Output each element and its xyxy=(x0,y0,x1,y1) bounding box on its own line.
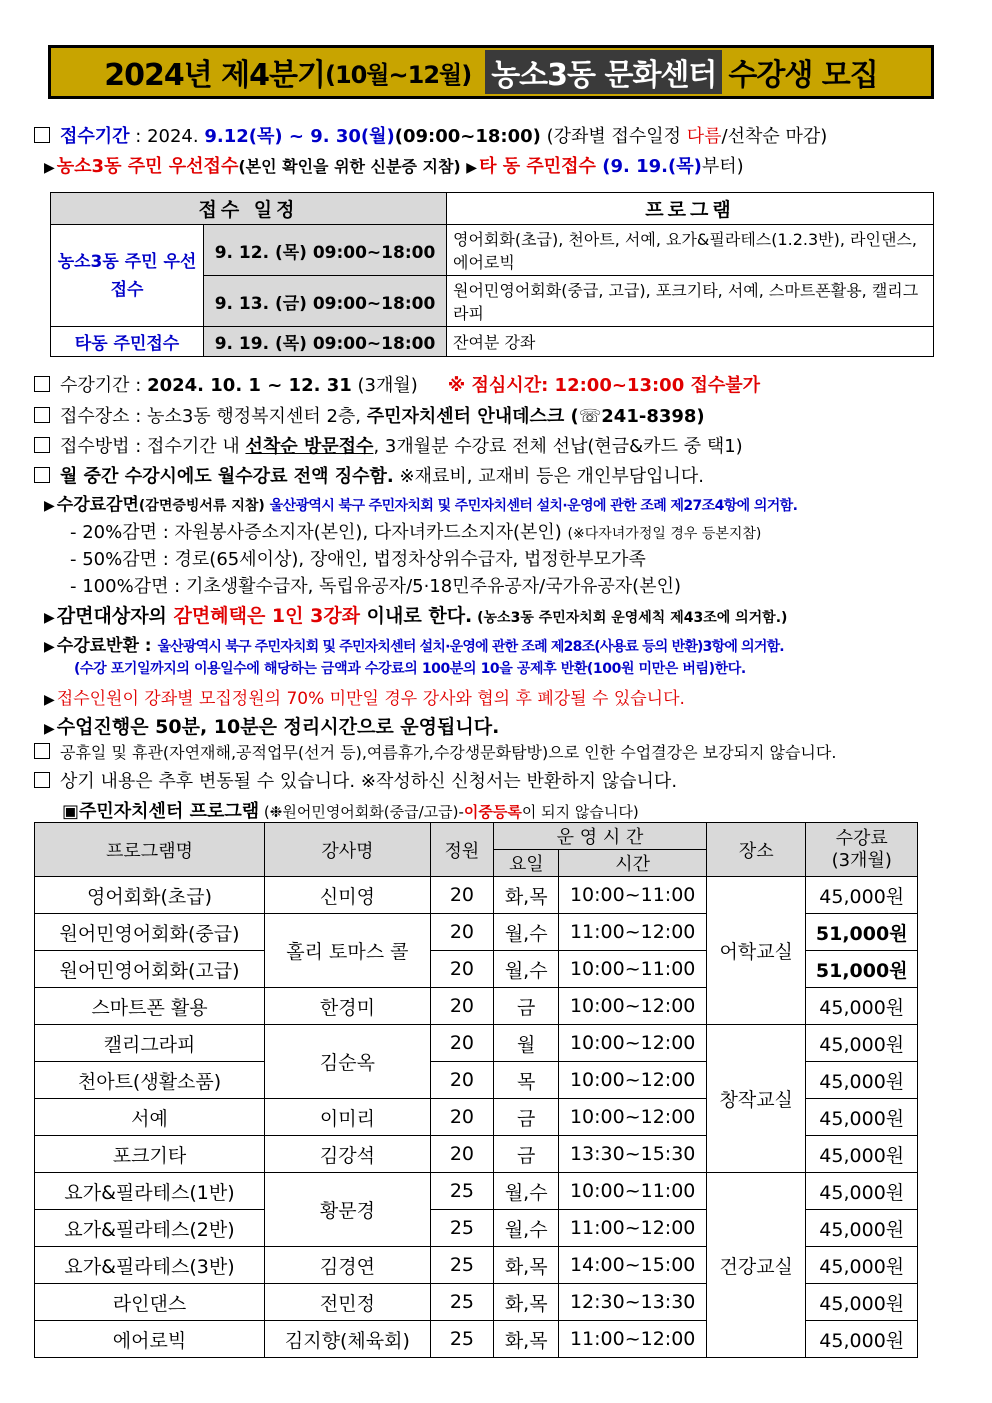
header-schedule: 접수 일정 xyxy=(51,193,447,225)
limit-post: 이내로 한다. xyxy=(360,605,473,627)
cell-capacity: 20 xyxy=(430,1136,493,1173)
cell-day: 화,목 xyxy=(494,1247,559,1284)
checkbox-square-icon xyxy=(34,407,50,423)
cell-day: 화,목 xyxy=(494,1321,559,1358)
class-line xyxy=(44,712,499,739)
reception-dates: 9.12(목) ~ 9. 30(월) xyxy=(204,126,395,147)
header-place: 장소 xyxy=(707,823,806,877)
cell-capacity: 25 xyxy=(430,1321,493,1358)
discount-item-label: - 50%감면 : xyxy=(70,549,175,570)
cell-teacher: 이미리 xyxy=(265,1099,431,1136)
reception-time: (09:00~18:00) xyxy=(394,126,541,147)
other-date: (9. 19.(목) xyxy=(595,156,702,177)
cell-name: 라인댄스 xyxy=(35,1284,265,1321)
reception-colon: : 2024. xyxy=(129,126,205,147)
arrow-right-icon: ▶ xyxy=(44,692,55,708)
checkbox-square-icon xyxy=(34,376,50,392)
cell-teacher: 전민정 xyxy=(265,1284,431,1321)
program-table xyxy=(34,822,918,1358)
schedule-date: 9. 12. (목) 09:00~18:00 xyxy=(204,225,447,276)
method-label: 접수방법 : 접수기간 내 xyxy=(60,436,246,457)
arrow-right-icon: ▶ xyxy=(44,721,55,737)
place-line xyxy=(34,402,705,428)
cell-teacher: 김순옥 xyxy=(265,1025,431,1099)
checkbox-square-icon xyxy=(34,743,50,759)
cell-day: 목 xyxy=(494,1062,559,1099)
cell-fee: 45,000원 xyxy=(806,1136,918,1173)
cell-fee: 45,000원 xyxy=(806,1099,918,1136)
cell-time: 10:00~12:00 xyxy=(559,1099,707,1136)
schedule-program: 원어민영어회화(중급, 고급), 포크기타, 서예, 스마트폰활용, 캘리그라피 xyxy=(447,276,934,327)
period-value: 2024. 10. 1 ~ 12. 31 xyxy=(147,375,352,396)
priority-line xyxy=(44,152,744,178)
cell-time: 14:00~15:00 xyxy=(559,1247,707,1284)
discount-item xyxy=(70,518,761,544)
discount-item-text: 자원봉사증소지자(본인), 다자녀카드소지자(본인) xyxy=(174,522,568,543)
program-note-pre: (❉원어민영어회화(중급/고급)- xyxy=(259,803,464,821)
holiday-line xyxy=(34,740,836,763)
program-note-red: 이중등록 xyxy=(463,803,522,821)
checkbox-square-icon xyxy=(34,467,50,483)
discount-line xyxy=(44,490,797,515)
cell-capacity: 25 xyxy=(430,1173,493,1210)
cell-capacity: 20 xyxy=(430,914,493,951)
refund-label: 수강료반환 : xyxy=(56,636,158,656)
other-post: 부터) xyxy=(701,156,744,177)
cell-day: 월 xyxy=(494,1025,559,1062)
monthly-line xyxy=(34,462,704,488)
refund-line xyxy=(44,631,784,656)
limit-line xyxy=(44,601,787,628)
cell-fee: 45,000원 xyxy=(806,1062,918,1099)
cell-time: 10:00~12:00 xyxy=(559,988,707,1025)
cell-fee: 45,000원 xyxy=(806,1025,918,1062)
cancel-line xyxy=(44,684,685,709)
discount-item-text: 경로(65세이상), 장애인, 법정차상위수급자, 법정한부모가족 xyxy=(174,549,646,570)
change-line xyxy=(34,767,677,793)
cell-name: 캘리그라피 xyxy=(35,1025,265,1062)
method-underline: 선착순 방문접수 xyxy=(245,436,374,457)
cell-capacity: 25 xyxy=(430,1284,493,1321)
reception-label: 접수기간 xyxy=(60,126,130,147)
checkbox-square-icon xyxy=(34,772,50,788)
limit-law: (농소3동 주민자치회 운영세칙 제43조에 의거함.) xyxy=(472,610,788,626)
cell-fee: 45,000원 xyxy=(806,877,918,914)
cell-place: 창작교실 xyxy=(707,1025,806,1173)
discount-item-label: - 20%감면 : xyxy=(70,522,175,543)
cell-teacher: 김지향(체육회) xyxy=(265,1321,431,1358)
cell-name: 포크기타 xyxy=(35,1136,265,1173)
cell-name: 요가&필라테스(1반) xyxy=(35,1173,265,1210)
cell-name: 영어회화(초급) xyxy=(35,877,265,914)
cell-fee: 45,000원 xyxy=(806,1321,918,1358)
cell-day: 월,수 xyxy=(494,1173,559,1210)
table-row xyxy=(35,877,918,914)
title-part3: 농소3동 문화센터 xyxy=(485,50,722,94)
cell-time: 11:00~12:00 xyxy=(559,914,707,951)
cell-place: 건강교실 xyxy=(707,1173,806,1358)
arrow-right-icon: ▶ xyxy=(44,639,55,655)
cell-time: 11:00~12:00 xyxy=(559,1210,707,1247)
discount-item-note: (※다자녀가정일 경우 등본지참) xyxy=(567,526,762,542)
schedule-program: 영어회화(초급), 천아트, 서예, 요가&필라테스(1.2.3반), 라인댄스, 에어로빅 xyxy=(447,225,934,276)
header-program: 프로그램 xyxy=(447,193,934,225)
header-operation: 운 영 시 간 xyxy=(494,823,707,850)
cell-day: 화,목 xyxy=(494,1284,559,1321)
cell-capacity: 25 xyxy=(430,1247,493,1284)
cell-time: 10:00~11:00 xyxy=(559,1173,707,1210)
cell-name: 스마트폰 활용 xyxy=(35,988,265,1025)
table-row xyxy=(35,1173,918,1210)
checkbox-square-icon xyxy=(34,437,50,453)
cell-name: 요가&필라테스(3반) xyxy=(35,1247,265,1284)
page-title xyxy=(48,45,934,99)
discount-small: (감면증빙서류 지참) xyxy=(138,498,270,514)
category-resident: 농소3동 주민 우선 접수 xyxy=(51,225,204,327)
refund-law: 울산광역시 북구 주민자치회 및 주민자치센터 설치·운영에 관한 조례 제28조(사용료 등의 반환)3항에 의거함. xyxy=(157,639,784,655)
cell-teacher: 김경연 xyxy=(265,1247,431,1284)
schedule-table xyxy=(50,192,934,357)
cell-fee: 45,000원 xyxy=(806,1247,918,1284)
monthly-rest: ※재료비, 교재비 등은 개인부담입니다. xyxy=(393,466,704,487)
lunch-note: ※ 점심시간: 12:00~13:00 접수불가 xyxy=(447,375,761,396)
cell-capacity: 20 xyxy=(430,1025,493,1062)
header-time: 시간 xyxy=(559,850,707,877)
header-name: 프로그램명 xyxy=(35,823,265,877)
schedule-program: 잔여분 강좌 xyxy=(447,327,934,357)
header-capacity: 정원 xyxy=(430,823,493,877)
cell-fee: 51,000원 xyxy=(806,914,918,951)
program-title: ▣주민자치센터 프로그램 xyxy=(62,801,260,822)
program-section-title xyxy=(62,797,639,823)
resident-note: (본인 확인을 위한 신분증 지참) xyxy=(238,157,467,176)
cell-day: 월,수 xyxy=(494,951,559,988)
cell-fee: 45,000원 xyxy=(806,988,918,1025)
discount-item xyxy=(70,572,681,598)
limit-red: 감면혜택은 1인 3강좌 xyxy=(173,605,361,627)
arrow-right-icon: ▶ xyxy=(466,160,478,176)
reception-note-post: /선착순 마감) xyxy=(721,126,828,147)
header-fee-label: 수강료 xyxy=(835,827,888,849)
title-part1: 2024년 제4분기 xyxy=(104,58,325,93)
table-row xyxy=(35,1025,918,1062)
cell-capacity: 25 xyxy=(430,1210,493,1247)
cell-teacher: 신미영 xyxy=(265,877,431,914)
method-line xyxy=(34,432,743,458)
cancel-note: 접수인원이 강좌별 모집정원의 70% 미만일 경우 강사와 협의 후 폐강될 수 있습니다. xyxy=(56,689,685,709)
schedule-date: 9. 13. (금) 09:00~18:00 xyxy=(204,276,447,327)
cell-capacity: 20 xyxy=(430,877,493,914)
title-part4: 수강생 모집 xyxy=(728,58,878,93)
place-label: 접수장소 : 농소3동 행정복지센터 2층, xyxy=(60,406,367,427)
cell-teacher: 김강석 xyxy=(265,1136,431,1173)
cell-teacher: 홀리 토마스 콜 xyxy=(265,914,431,988)
arrow-right-icon: ▶ xyxy=(44,160,55,176)
limit-pre: 감면대상자의 xyxy=(56,605,174,627)
cell-capacity: 20 xyxy=(430,951,493,988)
cell-name: 원어민영어회화(중급) xyxy=(35,914,265,951)
title-part2: (10월~12월) xyxy=(324,60,472,89)
cell-capacity: 20 xyxy=(430,1099,493,1136)
cell-time: 10:00~11:00 xyxy=(559,951,707,988)
change-note: 상기 내용은 추후 변동될 수 있습니다. ※작성하신 신청서는 반환하지 않습니다. xyxy=(60,771,678,792)
discount-law: 울산광역시 북구 주민자치회 및 주민자치센터 설치·운영에 관한 조례 제27조4항에 의거함. xyxy=(269,498,798,514)
cell-day: 월,수 xyxy=(494,914,559,951)
checkbox-square-icon xyxy=(34,127,50,143)
place-phone: (☏241-8398) xyxy=(564,406,705,427)
period-months: (3개월) xyxy=(351,375,418,396)
header-fee xyxy=(806,823,918,877)
cell-name: 원어민영어회화(고급) xyxy=(35,951,265,988)
cell-day: 월,수 xyxy=(494,1210,559,1247)
schedule-date: 9. 19. (목) 09:00~18:00 xyxy=(204,327,447,357)
cell-time: 10:00~12:00 xyxy=(559,1025,707,1062)
period-line xyxy=(34,371,760,397)
method-rest: , 3개월분 수강료 전체 선납(현금&카드 중 택1) xyxy=(373,436,743,457)
cell-time: 11:00~12:00 xyxy=(559,1321,707,1358)
cell-capacity: 20 xyxy=(430,988,493,1025)
header-teacher: 강사명 xyxy=(265,823,431,877)
arrow-right-icon: ▶ xyxy=(44,610,55,626)
cell-fee: 45,000원 xyxy=(806,1284,918,1321)
cell-day: 금 xyxy=(494,1136,559,1173)
cell-day: 금 xyxy=(494,988,559,1025)
reception-note-pre: (강좌별 접수일정 xyxy=(540,126,687,147)
cell-place: 어학교실 xyxy=(707,877,806,1025)
cell-teacher: 황문경 xyxy=(265,1173,431,1247)
category-other: 타동 주민접수 xyxy=(51,327,204,357)
holiday-note: 공휴일 및 휴관(자연재해,공적업무(선거 등),여름휴가,수강생문화탐방)으로 인한 수업결강은 보강되지 않습니다. xyxy=(60,743,837,762)
cell-name: 요가&필라테스(2반) xyxy=(35,1210,265,1247)
cell-day: 화,목 xyxy=(494,877,559,914)
header-day: 요일 xyxy=(494,850,559,877)
arrow-right-icon: ▶ xyxy=(44,498,55,514)
discount-item-label: - 100%감면 : xyxy=(70,576,186,597)
class-note: 수업진행은 50분, 10분은 정리시간으로 운영됩니다. xyxy=(56,716,500,738)
place-desk: 주민자치센터 안내데스크 xyxy=(366,406,565,427)
header-fee-sub: (3개월) xyxy=(831,849,892,871)
cell-name: 천아트(생활소품) xyxy=(35,1062,265,1099)
discount-item-text: 기초생활수급자, 독립유공자/5·18민주유공자/국가유공자(본인) xyxy=(185,576,681,597)
cell-teacher: 한경미 xyxy=(265,988,431,1025)
cell-time: 10:00~12:00 xyxy=(559,1062,707,1099)
cell-name: 에어로빅 xyxy=(35,1321,265,1358)
program-note-post: 이 되지 않습니다) xyxy=(521,803,639,821)
monthly-bold: 월 중간 수강시에도 월수강료 전액 징수함. xyxy=(60,466,394,487)
refund-detail: (수강 포기일까지의 이용일수에 해당하는 금액과 수강료의 100분의 10을 공제후 반환(100원 미만은 버림)한다. xyxy=(74,661,746,677)
reception-note-red: 다름 xyxy=(686,126,722,147)
cell-fee: 45,000원 xyxy=(806,1210,918,1247)
discount-item xyxy=(70,545,646,571)
period-label: 수강기간 : xyxy=(60,375,148,396)
cell-fee: 51,000원 xyxy=(806,951,918,988)
cell-time: 10:00~11:00 xyxy=(559,877,707,914)
cell-name: 서예 xyxy=(35,1099,265,1136)
reception-line xyxy=(34,122,827,148)
cell-time: 13:30~15:30 xyxy=(559,1136,707,1173)
other-label: 타 동 주민접수 xyxy=(479,156,596,177)
cell-day: 금 xyxy=(494,1099,559,1136)
discount-label: 수강료감면 xyxy=(56,495,139,515)
cell-fee: 45,000원 xyxy=(806,1173,918,1210)
cell-capacity: 20 xyxy=(430,1062,493,1099)
cell-time: 12:30~13:30 xyxy=(559,1284,707,1321)
resident-label: 농소3동 주민 우선접수 xyxy=(56,156,239,177)
